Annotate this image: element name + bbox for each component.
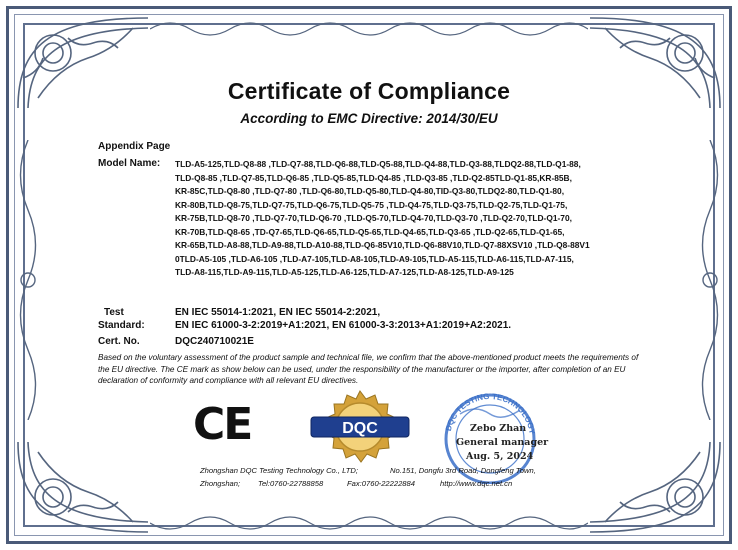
footer-address: No.151, Dongfu 3rd Road, Dongfeng Town, (390, 466, 536, 475)
ce-mark: CE (193, 399, 252, 450)
footer-tel: Tel:0760-22788858 (258, 479, 324, 488)
side-ornament-left (8, 140, 48, 420)
certificate-subtitle: According to EMC Directive: 2014/30/EU (240, 111, 498, 126)
model-line: TLD-A8-115,TLD-A9-115,TLD-A5-125,TLD-A6-125,TLD-A7-125,TLD-A8-125,TLD-A9-125 (175, 267, 514, 277)
model-name-list (175, 158, 645, 280)
bottom-band-ornament (150, 508, 588, 538)
footer-company: Zhongshan DQC Testing Technology Co., LTD; (200, 466, 359, 475)
standard-line-1: EN IEC 55014-1:2021, EN IEC 55014-2:2021, (175, 307, 381, 318)
test-label: Test (104, 307, 124, 318)
standard-label: Standard: (98, 320, 145, 331)
model-line: TLD-A5-125,TLD-Q8-88 ,TLD-Q7-88,TLD-Q6-88,TLD-Q5-88,TLD-Q4-88,TLD-Q3-88,TLDQ2-88,TLD-Q1-88, (175, 159, 581, 169)
stamp-ring-text: DQC TESTING TECHNOLOGY (443, 391, 537, 435)
top-band-ornament (150, 14, 588, 44)
signer-name: Zebo Zhan (470, 423, 527, 434)
model-line: KR-65B,TLD-A8-88,TLD-A9-88,TLD-A10-88,TLD-Q6-85V10,TLD-Q6-88V10,TLD-Q7-88XSV10 ,TLD-Q8-88V1 (175, 240, 590, 250)
footer-website: http://www.dqc.net.cn (440, 479, 513, 488)
model-line: KR-70B,TLD-Q8-65 ,TD-Q7-65,TLD-Q6-65,TLD-Q5-65,TLD-Q4-65,TLD-Q3-65 ,TLD-Q2-65,TLD-Q1-65, (175, 226, 565, 237)
corner-ornament-bottom-left (8, 432, 158, 542)
dqc-seal-icon (305, 387, 415, 467)
cert-no-label: Cert. No. (98, 336, 140, 347)
model-line: TLD-Q8-85 ,TLD-Q7-85,TLD-Q6-85 ,TLD-Q5-85,TLD-Q4-85 ,TLD-Q3-85 ,TLD-Q2-85TLD-Q1-85,KR-85B, (175, 172, 572, 183)
model-line: 0TLD-A5-105 ,TLD-A6-105 ,TLD-A7-105,TLD-A8-105,TLD-A9-105,TLD-A5-115,TLD-A6-115,TLD-A7-115, (175, 253, 574, 264)
signature-date: Aug. 5, 2024 (466, 451, 534, 462)
footer-city: Zhongshan; (200, 479, 241, 488)
side-ornament-right (690, 140, 730, 420)
model-name-label: Model Name: (98, 158, 161, 169)
footer-fax: Fax:0760-22222884 (347, 479, 415, 488)
model-line: KR-75B,TLD-Q8-70 ,TLD-Q7-70,TLD-Q6-70 ,TLD-Q5-70,TLD-Q4-70,TLD-Q3-70 ,TLD-Q2-70,TLD-Q1-70, (175, 213, 572, 223)
signer-title: General manager (456, 437, 549, 448)
certificate-title: Certificate of Compliance (227, 78, 511, 104)
cert-number: DQC240710021E (175, 336, 254, 347)
model-line: KR-85C,TLD-Q8-80 ,TLD-Q7-80 ,TLD-Q6-80,TLD-Q5-80,TLD-Q4-80,TID-Q3-80,TLDQ2-80,TLD-Q1-80, (175, 186, 565, 196)
model-line: KR-80B,TLD-Q8-75,TLD-Q7-75,TLD-Q6-75,TLD-Q5-75 ,TLD-Q4-75,TLD-Q3-75,TLD-Q2-75,TLD-Q1-75, (175, 199, 568, 210)
seal-text: DQC (342, 420, 378, 437)
appendix-label: Appendix Page (98, 141, 171, 152)
compliance-statement: Based on the voluntary assessment of the product sample and technical file, we confirm that the above-mentioned product meets the requirements of the EU directive. The CE mark as show below can be used, under the responsibility of the manufacturer or the importer, after completion of an EU declaration of conformity and compliance with all relevant EU directives. (98, 353, 639, 385)
standard-line-2: EN IEC 61000-3-2:2019+A1:2021, EN 61000-3-3:2013+A1:2019+A2:2021. (175, 320, 512, 331)
corner-ornament-bottom-right (580, 432, 730, 542)
